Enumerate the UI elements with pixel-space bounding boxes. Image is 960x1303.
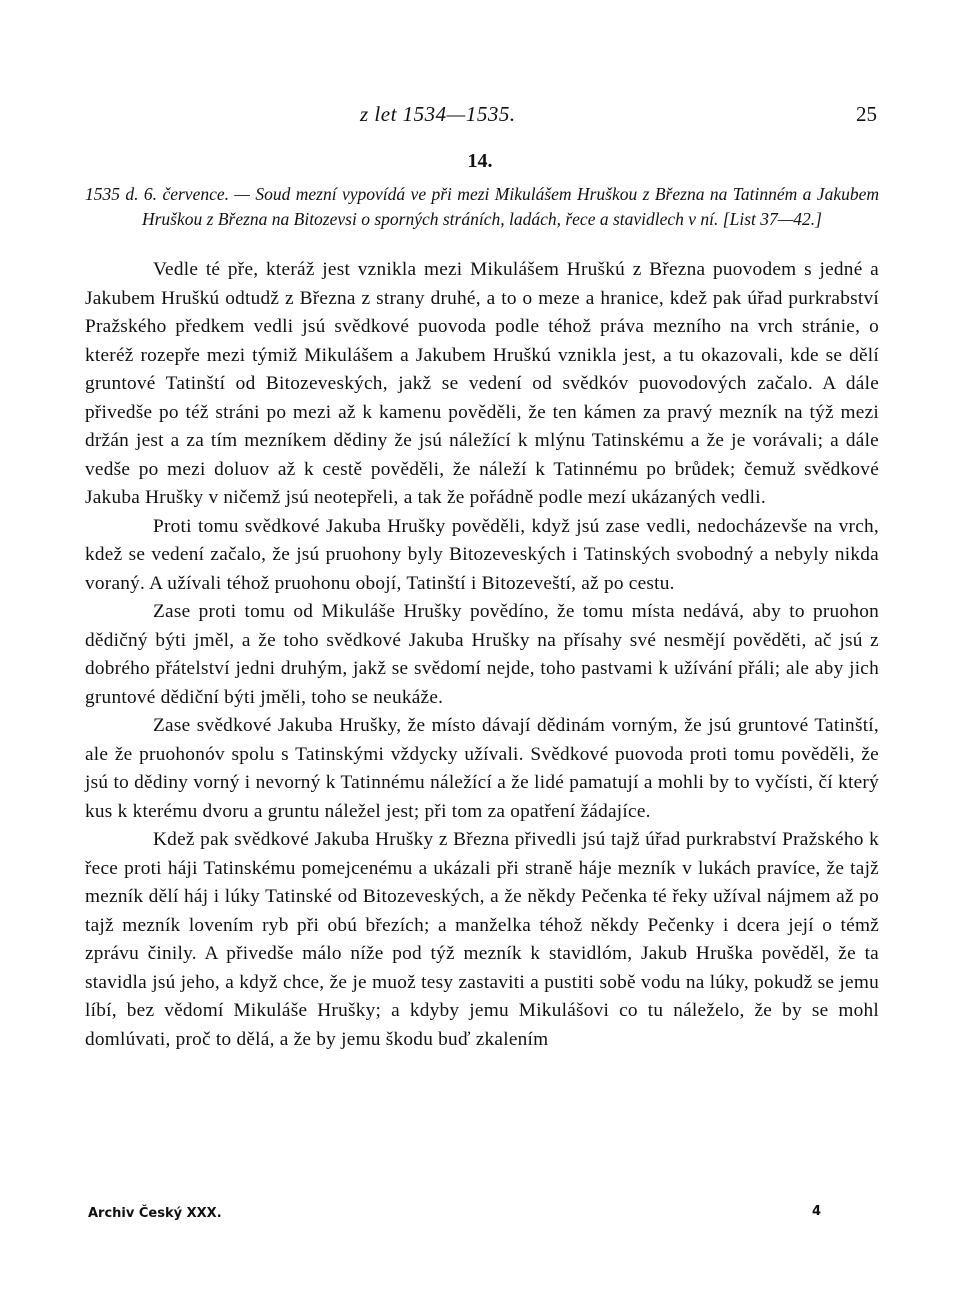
running-title: z let 1534—1535. — [360, 102, 516, 126]
body-text — [85, 256, 879, 1054]
regest-summary: 1535 d. 6. července. — Soud mezní vypovídá ve při mezi Mikulášem Hruškou z Března na Tatinném a Jakubem Hruškou z Března na Bitozevsi o sporných stráních, ladách, řece a stavidlech v ní. [List 37—42.] — [85, 184, 879, 229]
paragraph: Zase svědkové Jakuba Hrušky, že místo dávají dědinám vorným, že jsú gruntové Tatinští, ale že pruohonóv spolu s Tatinskými vždycky užívali. Svědkové puovoda proti tomu pověděli, že jsú to dědiny vorný i nevorný k Tatinnému náležící a že lidé pamatují a mohli by to vyčísti, čí který kus k kterému dvoru a gruntu náležel jest; při tom za opatření žádajíce. — [85, 715, 879, 822]
paragraph: Vedle té pře, kteráž jest vznikla mezi Mikulášem Hruškú z Března puovodem s jedné a Jakubem Hruškú odtudž z Března z strany druhé, a to o meze a hranice, kdež pak úřad purkrabství Pražského předkem vedli jsú svědkové puovoda podle téhož práva mezního na vrch stránie, o kteréž rozepře mezi týmiž Mikulášem a Jakubem Hruškú vznikla jest, a tu okazovali, kde se dělí gruntové Tatinští od Bitozeveských, jakž se vedení od svědkóv puovodových začalo. A dále přivedše po též stráni po mezi až k kamenu pověděli, že ten kámen za pravý mezník na týž mezi držán jest a za tím mezníkem dědiny že jsú náležící k mlýnu Tatinskému a že je vorávali; a dále vedše po mezi doluov až k cestě pověděli, že náleží k Tatinnému po brůdek; čemuž svědkové Jakuba Hrušky v ničemž jsú neotepřeli, a tak že pořádně podle mezí ukázaných vedli. — [85, 259, 879, 508]
paragraph: Zase proti tomu od Mikuláše Hrušky povědíno, že tomu místa nedává, aby to pruohon dědičný býti jměl, a že toho svědkové Jakuba Hrušky na přísahy své nesmějí pověděti, ač jsú z dobrého přátelství jedni druhým, jakž se svědomí nejde, toho pastvami k užívání přáli; ale aby jich gruntové dědiční býti jměli, toho se neukáže. — [85, 601, 879, 708]
page-number: 25 — [856, 102, 877, 126]
footer-sheet-number: 4 — [812, 1204, 822, 1219]
paragraph: Proti tomu svědkové Jakuba Hrušky pověděli, když jsú zase vedli, nedocházevše na vrch, kdež se vedení začalo, že jsú pruohony byly Bitozeveských i Tatinských svobodný a nebyly nikda voraný. A užívali téhož pruohonu obojí, Tatinští i Bitozeveští, až po cestu. — [85, 515, 879, 594]
footer-signature: Archiv Český XXX. — [88, 1206, 222, 1221]
document-number: 14. — [467, 150, 493, 172]
paragraph: Kdež pak svědkové Jakuba Hrušky z Března přivedli jsú tajž úřad purkrabství Pražského k řece proti háji Tatinskému pomejcenému a ukázali při straně háje mezník v lukách pravíce, že tajž mezník dělí háj i lúky Tatinské od Bitozeveských, a že někdy Pečenka té řeky užíval nájmem až po tajž mezník lovením ryb při obú březích; a manželka téhož někdy Pečenky i dcera její o témž zprávu činily. A přivedše málo níže pod týž mezník k stavidlóm, Jakub Hruška pověděl, že ta stavidla jsú jeho, a když chce, že je muož tesy zastaviti a pustiti sobě vodu na lúky, pokudž se jemu líbí, bez vědomí Mikuláše Hrušky; a kdyby jemu Mikulášovi co tu náleželo, že by se mohl domlúvati, proč to dělá, a že by jemu škodu buď zkalením — [85, 829, 879, 1050]
